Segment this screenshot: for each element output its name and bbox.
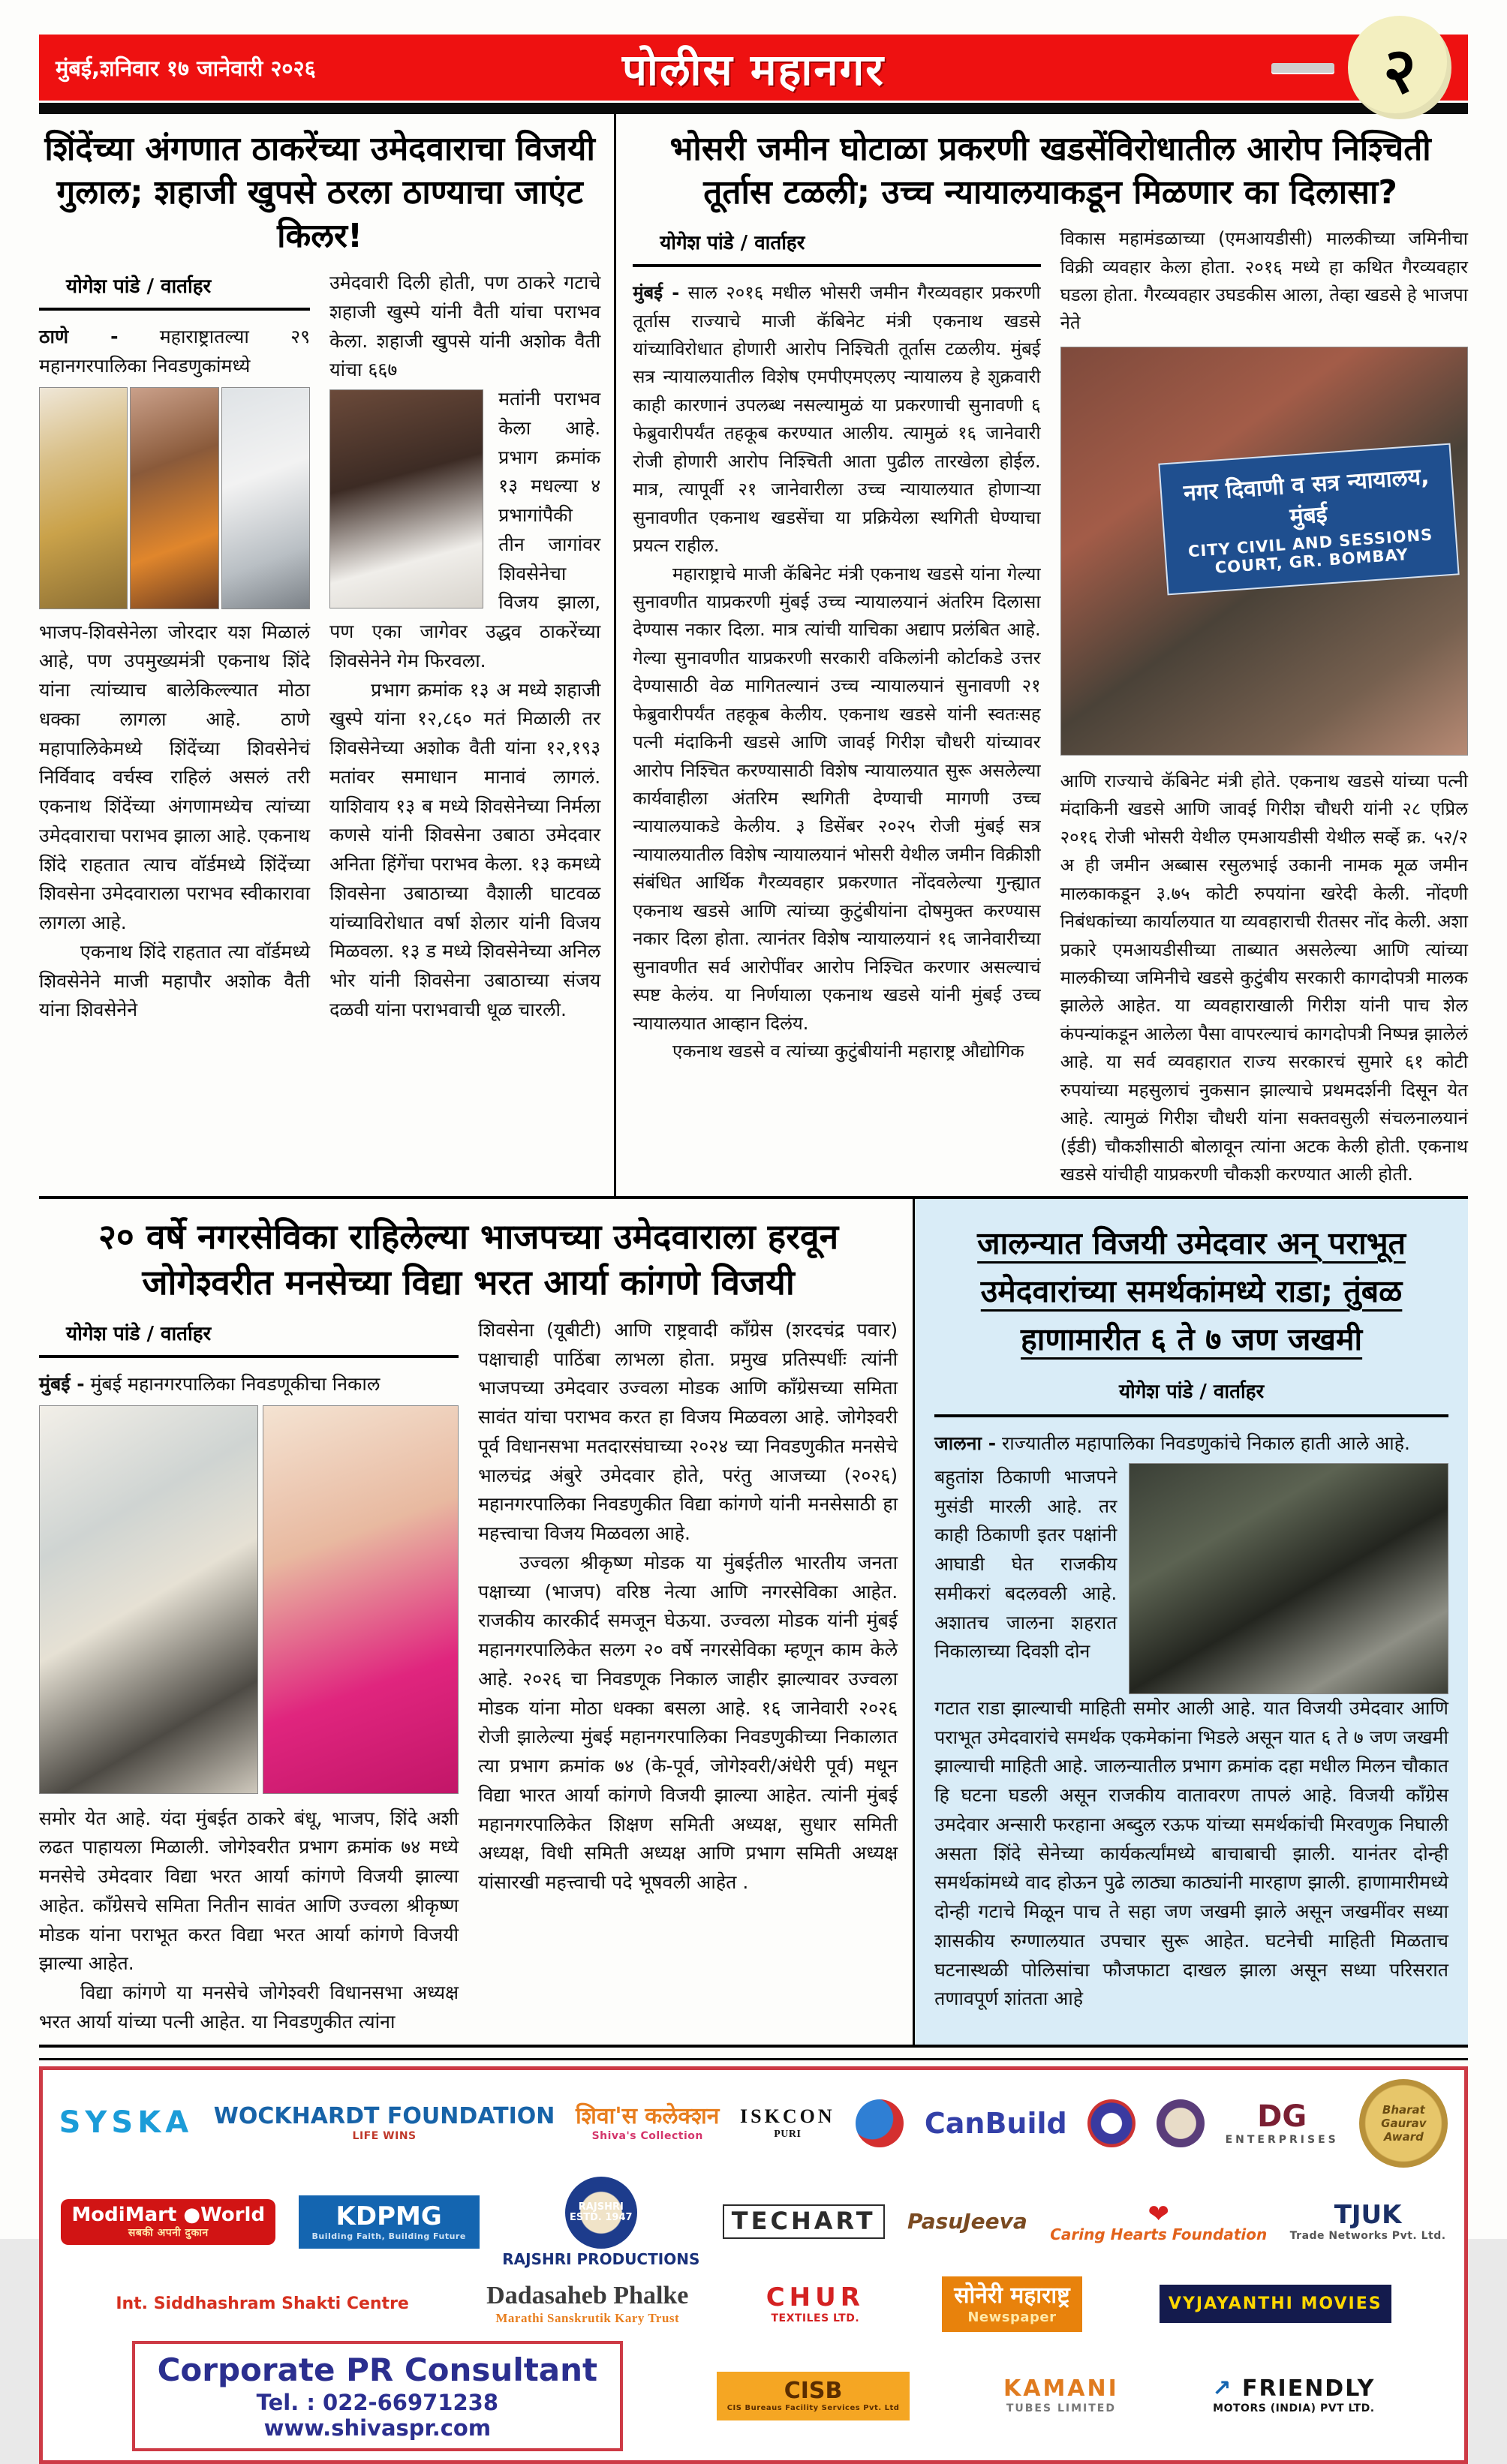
dateline: ठाणे -	[39, 326, 119, 348]
photo-eknath-shinde-closeup	[329, 389, 483, 608]
article-headline: २० वर्षे नगरसेविका राहिलेल्या भाजपच्या उमेदवाराला हरवून जोगेश्वरीत मनसेच्या विद्या भरत आर्या कांगणे विजयी	[98, 1216, 839, 1303]
article-column-1	[39, 1316, 459, 2037]
photo-shahaji-khupse	[130, 387, 218, 609]
caring-hearts-foundation-logo	[1050, 2198, 1268, 2243]
photo-jalna-police	[1129, 1463, 1448, 1694]
article-columns	[633, 225, 1468, 1188]
cisb-logo	[717, 2372, 910, 2420]
article-paragraph: बहुतांश ठिकाणी भाजपने मुसंडी मारली आहे. तर काही ठिकाणी इतर पक्षांनी आघाडी घेत राजकीय समीकरां बदलवली आहे. अशातच जालना शहरात निकालाच्या दिवशी दोन	[934, 1465, 1117, 1663]
photo-uddhav-thackeray	[39, 387, 128, 609]
bottom-articles-row	[39, 1199, 1468, 2047]
photo-thane-leaders	[39, 387, 310, 609]
siddhashram-shakti-centre-logo: Int. Siddhashram Shakti Centre	[116, 2294, 409, 2314]
photo-vidya-kangane-with-raj-thackeray	[39, 1405, 258, 1794]
syska-logo: SYSKA	[59, 2105, 194, 2141]
ad-band-wrapper	[39, 2058, 1468, 2464]
dg-enterprises-logo	[1226, 2101, 1339, 2146]
top-articles-row	[39, 114, 1468, 1199]
logo-sublabel: सबकी अपनी दुकान	[128, 2227, 209, 2240]
article-paragraph: उज्वला श्रीकृष्ण मोडक या मुंबईतील भारतीय जनता पक्षाच्या (भाजप) वरिष्ठ नेत्या आणि नगरसेविका आहेत. राजकीय कारकीर्द समजून घेऊया. उज्वला मोडक यांनी मुंबई महानगरपालिकेत सलग २० वर्षे नगरसेविका म्हणून काम केले आहे. २०२६ चा निवडणूक निकाल जाहीर झाल्यावर उज्वला मोडक यांना मोठा धक्का बसला आहे. १६ जानेवारी २०२६ रोजी झालेल्या मुंबई महानगरपालिका निवडणुकीच्या निकालात त्या प्रभाग क्रमांक ७४ (के-पूर्व, जोगेश्वरी/अंधेरी पूर्व) मधून विद्या भारत आर्या कांगणे विजयी झाल्या आहेत. त्यांनी मुंबई महानगरपालिकेत शिक्षण समिती अध्यक्ष, सुधार समिती अध्यक्ष, विधी समिती अध्यक्ष आणि प्रभाग समिती अध्यक्ष यांसारखी महत्त्वाची पदे भूषवली आहेत .	[478, 1551, 898, 1894]
article-column-1	[633, 225, 1040, 1188]
corporate-pr-consultant-box	[132, 2341, 624, 2451]
masthead-date: मुंबई,शनिवार १७ जानेवारी २०२६	[56, 55, 316, 81]
rajshri-seal: RAJSHRI ESTD. 1947	[565, 2177, 637, 2249]
article-headline: जालन्यात विजयी उमेदवार अन् पराभूत उमेदवारांच्या समर्थकांमध्ये राडा; तुंबळ हाणामारीत ६ ते ७ जण जखमी	[977, 1225, 1406, 1357]
logo-label: CHUR	[766, 2282, 865, 2312]
article-paragraph: महाराष्ट्राचे माजी कॅबिनेट मंत्री एकनाथ खडसे यांना गेल्या सुनावणीत याप्रकरणी मुंबई उच्च न्यायालयानं अंतरिम दिलासा देण्यास नकार दिला. मात्र त्यांची याचिका अद्याप प्रलंबित आहे. गेल्या सुनावणीत याप्रकरणी सरकारी वकिलांनी कोर्टाकडे उत्तर देण्यासाठी वेळ मागितल्यानं उच्च न्यायालयानं सुनावणी २१ फेब्रुवारीपर्यंत तहकूब केलीय. एकनाथ खडसे यांनी स्वतःसह पत्नी मंदाकिनी खडसे आणि जावई गिरीश चौधरी यांच्यावर आरोप निश्चित करण्यासाठी विशेष न्यायालयात सुरू असलेल्या कार्यवाहीला अंतरिम स्थगिती देण्याची मागणी उच्च न्यायालयाकडे केलीय. ३ डिसेंबर २०२५ रोजी मुंबई सत्र न्यायालयातील विशेष न्यायालयानं भोसरी येथील जमीन विक्रीशी संबंधित आर्थिक गैरव्यवहार प्रकरणात नोंदवलेल्या गुन्ह्यात एकनाथ खडसे आणि त्यांच्या कुटुंबीयांना दोषमुक्त करण्यास नकार दिला होता. त्यानंतर विशेष न्यायालयानं १६ जानेवारीच्या सुनावणीत सर्व आरोपींवर आरोप निश्चित करणार असल्याचं स्पष्ट केलंय. या निर्णयाला एकनाथ खडसे यांनी मुंबई उच्च न्यायालयात आव्हान दिलंय.	[633, 563, 1041, 1034]
article-headline: भोसरी जमीन घोटाळा प्रकरणी खडसेंविरोधातील आरोप निश्चिती तूर्तास टळली; उच्च न्यायालयाकडून मिळणार का दिलासा?	[669, 130, 1431, 212]
logo-label: TJUK	[1334, 2200, 1402, 2231]
dateline: मुंबई -	[633, 282, 680, 304]
paragraph-text: मुंबई महानगरपालिका निवडणूकीचा निकाल	[90, 1372, 381, 1395]
kamani-tubes-logo	[1003, 2377, 1119, 2414]
page-number-badge: २	[1348, 16, 1451, 119]
article-paragraph: एकनाथ खडसे व त्यांच्या कुटुंबीयांनी महाराष्ट्र औद्योगिक	[672, 1040, 1024, 1062]
canbuild-logo: CanBuild	[924, 2106, 1067, 2140]
logo-label: KAMANI	[1003, 2375, 1119, 2402]
petro-brand-icon	[856, 2099, 904, 2147]
logo-label: RAJSHRI PRODUCTIONS	[502, 2249, 700, 2268]
article-paragraph: मतांनी पराभव केला आहे. प्रभाग क्रमांक १३ मधल्या ४ प्रभागांपैकी तीन जागांवर शिवसेनेचा विजय झाला, पण एका जागेवर उद्धव ठाकरेंच्या शिवसेनेने गेम फिरवला.	[329, 388, 601, 672]
article-column-2	[329, 269, 600, 1025]
memorial-seal-icon	[1157, 2099, 1205, 2147]
article-thane-khupse	[39, 114, 616, 1196]
logo-sublabel: ENTERPRISES	[1225, 2133, 1339, 2146]
photo-eknath-shinde	[221, 387, 310, 609]
paragraph-text: महाराष्ट्रातल्या २९ महानगरपालिका निवडणुकांमध्ये	[39, 326, 311, 377]
dash-icon	[1271, 63, 1334, 73]
court-sign-marathi: नगर दिवाणी व सत्र न्यायालय, मुंबई	[1183, 463, 1430, 530]
article-column-2	[1060, 225, 1468, 1188]
logo-label: सोनेरी महाराष्ट्र	[954, 2282, 1070, 2309]
kdpmg-logo	[299, 2195, 480, 2249]
paragraph-text: साल २०१६ मधील भोसरी जमीन गैरव्यवहार प्रकरणी तूर्तास राज्याचे माजी कॅबिनेट मंत्री एकनाथ खडसे यांच्याविरोधात होणारी आरोप निश्चिती तूर्तास टळलीय. मुंबई सत्र न्यायालयातील विशेष एमपीएमएलए न्यायालय हे शुक्रवारी काही कारणानं उपलब्ध नसल्यामुळं या प्रकरणाची सुनावणी ६ फेब्रुवारीपर्यंत तहकूब करण्यात आलीय. त्यामुळं १६ जानेवारी रोजी होणारी आरोप निश्चिती आता पुढील तारखेला होईल. मात्र, त्यापूर्वी २१ जानेवारीला उच्च न्यायालयात होणाऱ्या सुनावणीत एकनाथ खडसेंचा या प्रक्रियेला स्थगिती घेण्याचा प्रयत्न राहील.	[633, 282, 1041, 557]
byline: योगेश पांडे / वार्ताहर	[1118, 1381, 1265, 1404]
photo-mns-winners	[39, 1405, 459, 1794]
article-paragraph	[633, 279, 1040, 560]
dateline: मुंबई -	[39, 1372, 85, 1395]
wockhardt-foundation-logo	[213, 2102, 555, 2142]
friendly-motors-logo	[1212, 2377, 1375, 2414]
article-paragraph: प्रभाग क्रमांक १३ अ मध्ये शहाजी खुस्पे यांना १२,८६० मतं मिळाली तर शिवसेनेच्या अशोक वैती यांना १२,१९३ मतांवर समाधान मानावं लागलं. याशिवाय १३ ब मध्ये शिवसेनेच्या निर्मला कणसे यांनी शिवसेना उबाठा उमेदवार अनिता हिंगेंचा पराभव केला. १३ कमध्ये शिवसेना उबाठाच्या वैशाली घाटवळ यांच्याविरोधात वर्षा शेलार यांनी विजय मिळवला. १३ ड मध्ये शिवसेनेच्या अनिल भोर यांनी शिवसेना उबाठाच्या संजय दळवी यांना पराभवाची धूळ चारली.	[329, 678, 601, 1020]
dadasaheb-phalke-trust-logo	[486, 2282, 688, 2325]
article-paragraph: आणि राज्याचे कॅबिनेट मंत्री होते. एकनाथ खडसे यांच्या पत्नी मंदाकिनी खडसे आणि जावई गिरीश चौधरी यांनी २८ एप्रिल २०१६ रोजी भोसरी येथील एमआयडीसी येथील सर्व्हे क्र. ५२/२ अ ही जमीन अब्बास रसुलभाई उकानी नामक मूळ जमीन मालकाकडून ३.७५ कोटी रुपयांना खरेदी केली. नोंदणी निबंधकांच्या कार्यालयात या व्यवहाराची रीतसर नोंद केली. अशा प्रकारे एमआयडीसीच्या ताब्यात असलेल्या आणि त्यांच्या मालकीच्या जमिनीचे खडसे कुटुंबीय सरकारी कागदोपत्री मालक झालेले आहेत. या व्यवहाराखाली गिरीश यांनी पाच शेल कंपन्यांकडून आलेला पैसा वापरल्याचं कागदोपत्री निष्पन्न झालेलं आहे. या सर्व व्यवहारात राज्य सरकारचं सुमारे ६१ कोटी रुपयांच्या महसुलाचं नुकसान झाल्याचे प्रथमदर्शनी दिसून येत आहे. त्यामुळं गिरीश चौधरी यांना सक्तवसुली संचलनालयानं (ईडी) चौकशीसाठी बोलावून त्यांना अटक केली होती. एकनाथ खडसे यांचीही याप्रकरणी चौकशी करण्यात आली होती.	[1060, 770, 1468, 1185]
logo-sublabel: PURI	[774, 2128, 802, 2140]
iskcon-puri-logo	[740, 2106, 835, 2140]
article-paragraph: विद्या कांगणे या मनसेचे जोगेश्वरी विधानसभा अध्यक्ष भरत आर्या यांच्या पत्नी आहेत. या निवडणुकीत त्यांना	[39, 1982, 459, 2033]
court-sign-english: CITY CIVIL AND SESSIONS COURT, GR. BOMBAY	[1187, 525, 1433, 577]
chur-textiles-logo	[766, 2284, 865, 2324]
byline-rule	[633, 264, 1040, 267]
byline: योगेश पांडे / वार्ताहर	[66, 275, 212, 299]
article-headline: शिंदेंच्या अंगणात ठाकरेंच्या उमेदवाराचा विजयी गुलाल; शहाजी खुपसे ठरला ठाण्याचा जाएंट किलर!	[44, 130, 595, 256]
logo-sublabel: Newspaper	[967, 2309, 1057, 2325]
paragraph-text: राज्यातील महापालिका निवडणुकांचे निकाल हाती आले आहे.	[1002, 1432, 1410, 1455]
page-number-area	[1271, 33, 1451, 107]
jalna-media-block	[934, 1463, 1448, 1694]
article-mns-jogeshwari	[39, 1199, 915, 2044]
court-signboard	[1158, 443, 1459, 596]
modimart-logo	[61, 2199, 275, 2245]
article-paragraph: गटात राडा झाल्याची माहिती समोर आली आहे. यात विजयी उमेदवार आणि पराभूत उमेदवारांचे समर्थक एकमेकांना भिडले असून यात ६ ते ७ जण जखमी झाल्याची माहिती आहे. जालन्यातील प्रभाग क्रमांक दहा मधील मिलन चौकात हि घटना घडली असून राजकीय वातावरण तापलं आहे. विजयी काँग्रेस उमदेवार अन्सारी फरहाना अब्दुल रऊफ यांच्या समर्थकांची मिरवणुक निघाली असता शिंदे सेनेच्या कार्यकर्त्यांमध्ये बाचाबाची झाली. यानंतर दोन्ही समर्थकांमध्ये वाद होऊन पुढे लाठ्या काठ्यांनी मारहाण झाली. हाणामारीमध्ये दोन्ही गटाचे मिळून पाच ते सहा जण जखमी झाले असून जखमींवर सध्या शासकीय रुग्णालयात उपचार सुरू आहेत. घटनेची माहिती मिळताच घटनास्थळी पोलिसांचा फौजफाटा दाखल झाला असून सध्या परिसरात तणावपूर्ण शांतता आहे	[934, 1696, 1448, 2010]
article-columns	[39, 269, 600, 1025]
article-paragraph: एकनाथ शिंदे राहतात त्या वॉर्डमध्ये शिवसेनेने माजी महापौर अशोक वैती यांना शिवसेनेने	[39, 940, 311, 1021]
logo-sublabel: TUBES LIMITED	[1006, 2402, 1116, 2415]
logo-label: Dadasaheb Phalke	[486, 2282, 689, 2310]
article-columns	[39, 1316, 898, 2037]
article-paragraph: समोर येत आहे. यंदा मुंबईत ठाकरे बंधू, भाजप, शिंदे अशी लढत पाहायला मिळाली. जोगेश्वरीत प्रभाग क्रमांक ७४ मध्ये मनसेचे उमेदवार विद्या भरत आर्या कांगणे विजयी झाल्या आहेत. काँग्रेसचे समिता नितीन सावंत आणि उज्वला श्रीकृष्ण मोडक यांना पराभूत करत विद्या भरत आर्या कांगणे विजयी झाल्या आहेत.	[39, 1807, 459, 1975]
rajshri-productions-logo	[502, 2177, 699, 2267]
masthead-divider	[39, 103, 1468, 114]
logo-sublabel: MOTORS (INDIA) PVT LTD.	[1213, 2402, 1375, 2415]
byline-rule	[934, 1414, 1448, 1417]
logo-label: FRIENDLY	[1241, 2375, 1376, 2402]
heart-icon: ❤	[1148, 2198, 1169, 2229]
byline: योगेश पांडे / वार्ताहर	[660, 232, 805, 255]
article-column-2	[478, 1316, 898, 2037]
logo-label: ISKCON	[740, 2105, 835, 2127]
pasujeeva-logo: PasuJeeva	[907, 2209, 1027, 2234]
pr-title: Corporate PR Consultant	[157, 2351, 598, 2388]
logo-label: ModiMart ●World	[71, 2203, 266, 2226]
article-paragraph: भाजप-शिवसेनेला जोरदार यश मिळालं आहे, पण उपमुख्यमंत्री एकनाथ शिंदे यांना त्यांच्याच बालेकिल्ल्यात मोठा धक्का लागला आहे. ठाणे महापालिकेमध्ये शिंदेंच्या शिवसेनेचं निर्विवाद वर्चस्व राहिलं असलं तरी एकनाथ शिंदेंच्या अंगणामध्येच त्यांच्या उमेदवाराचा पराभव झाला आहे. एकनाथ शिंदे राहतात त्याच वॉर्डमध्ये शिंदेंच्या शिवसेना उमेदवाराला पराभव स्वीकारावा लागला आहे.	[39, 621, 311, 934]
byline-rule	[39, 1355, 459, 1358]
logo-label: WOCKHARDT FOUNDATION	[213, 2102, 555, 2129]
logo-sublabel: Shiva's Collection	[591, 2129, 703, 2142]
article-jalna-clash	[915, 1199, 1468, 2044]
soneri-maharashtra-logo	[942, 2276, 1081, 2332]
logo-sublabel: CIS Bureaus Facility Services Pvt. Ltd	[726, 2404, 900, 2413]
masthead-title: पोलीस महानगर	[621, 44, 885, 95]
photo-sessions-court	[1060, 347, 1468, 756]
masthead	[39, 33, 1468, 107]
article-paragraph	[39, 323, 310, 381]
logo-sublabel: Trade Networks Pvt. Ltd.	[1289, 2230, 1446, 2243]
logo-sublabel: LIFE WINS	[352, 2129, 417, 2142]
logo-label: शिवा'स कलेक्शन	[576, 2102, 720, 2129]
dateline: जालना -	[934, 1432, 997, 1455]
byline-rule	[39, 308, 310, 311]
logo-label: CISB	[784, 2377, 843, 2404]
tjuk-logo	[1290, 2201, 1446, 2242]
logo-label: DG	[1257, 2099, 1307, 2134]
vyjayanthi-movies-logo: VYJAYANTHI MOVIES	[1160, 2285, 1391, 2323]
sponsor-logo-band	[39, 2066, 1468, 2464]
article-paragraph	[934, 1429, 1448, 1459]
shivas-collection-logo	[576, 2102, 720, 2142]
logo-label: KDPMG	[335, 2201, 442, 2231]
article-paragraph: विकास महामंडळाच्या (एमआयडीसी) मालकीच्या जमिनीचा विक्री व्यवहार केला होता. २०१६ मध्ये हा कथित गैरव्यवहार घडला होता. गैरव्यवहार उघडकीस आला, तेव्हा खडसे हे भाजपा नेते	[1060, 228, 1468, 334]
byline: योगेश पांडे / वार्ताहर	[66, 1322, 212, 1345]
photo-vidya-kangane-portrait	[263, 1405, 459, 1794]
pr-telephone: Tel. : 022-66971238	[256, 2389, 499, 2415]
logo-sublabel: TEXTILES LTD.	[771, 2312, 860, 2324]
article-column-1	[39, 269, 310, 1025]
e-emblem-icon	[1087, 2099, 1136, 2147]
article-khadse-bhosari	[616, 114, 1468, 1196]
techart-logo: TECHART	[723, 2204, 885, 2239]
article-paragraph: उमेदवारी दिली होती, पण ठाकरे गटाचे शहाजी खुस्पे यांनी वैती यांचा पराभव केला. शहाजी खुपसे यांनी अशोक वैती यांचा ६६७	[329, 272, 601, 381]
bharat-gaurav-award-medal: Bharat Gaurav Award	[1359, 2079, 1448, 2168]
logo-label: Caring Hearts Foundation	[1050, 2225, 1268, 2243]
logo-sublabel: Marathi Sanskrutik Kary Trust	[495, 2311, 680, 2326]
logo-sublabel: Building Faith, Building Future	[311, 2231, 466, 2241]
arrow-icon: ↗	[1212, 2375, 1233, 2402]
article-paragraph	[39, 1370, 459, 1399]
pr-website: www.shivaspr.com	[263, 2414, 492, 2441]
article-paragraph: शिवसेना (यूबीटी) आणि राष्ट्रवादी काँग्रेस (शरदचंद्र पवार) पक्षाचाही पाठिंबा लाभला होता. प्रमुख प्रतिस्पर्धीः त्यांनी भाजपच्या उमेदवार उज्वला मोडक आणि काँग्रेसच्या समिता सावंत यांचा पराभव करत हा विजय मिळवला आहे. जोगेश्वरी पूर्व विधानसभा मतदारसंघाच्या २०२४ च्या निवडणुकीत मनसेचे भालचंद्र अंबुरे उमेदवार होते, परंतु आजच्या (२०२६) महानगरपालिका निवडणुकीत विद्या कांगणे यांनी मनसेसाठी हा महत्त्वाचा विजय मिळवला आहे.	[478, 1318, 898, 1545]
